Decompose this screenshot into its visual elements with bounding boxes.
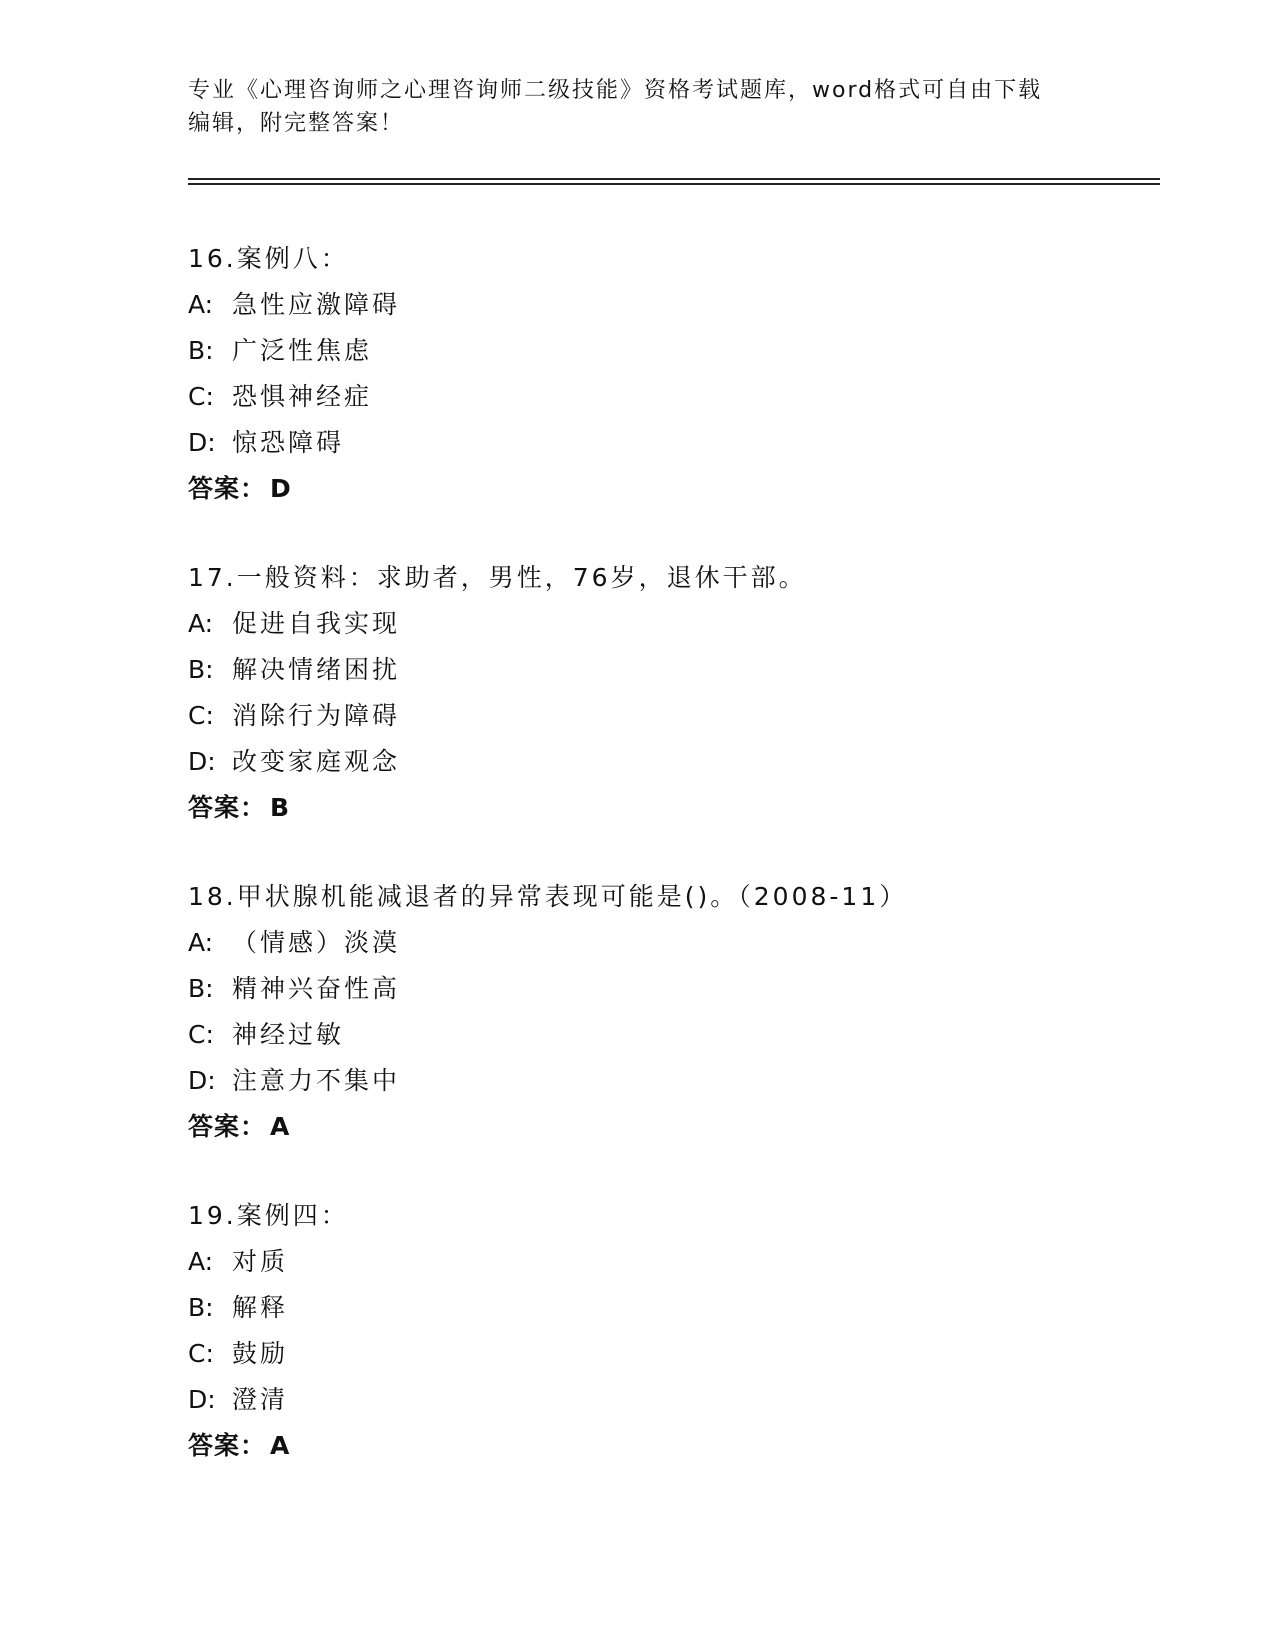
option-text: 改变家庭观念	[232, 747, 401, 776]
answer-line	[188, 1104, 1160, 1150]
option-text: 解决情绪困扰	[232, 655, 401, 684]
option-key: C:	[188, 1339, 214, 1368]
option-b	[188, 966, 1160, 1012]
option-a	[188, 282, 1160, 328]
option-key: B:	[188, 1293, 214, 1322]
answer-value: D	[270, 474, 292, 503]
option-text: 促进自我实现	[232, 609, 401, 638]
option-key: B:	[188, 974, 214, 1003]
option-d	[188, 739, 1160, 785]
option-text: 急性应激障碍	[232, 290, 401, 319]
option-d	[188, 1058, 1160, 1104]
document-header	[188, 74, 1088, 140]
option-b	[188, 328, 1160, 374]
option-b	[188, 647, 1160, 693]
question-18	[188, 874, 1160, 1150]
option-key: D:	[188, 747, 216, 776]
header-line-1: 专业《心理咨询师之心理咨询师二级技能》资格考试题库，word格式可自由下载	[188, 78, 1043, 103]
question-title: 18.甲状腺机能减退者的异常表现可能是()。（2008-11）	[188, 882, 908, 911]
answer-line	[188, 785, 1160, 831]
option-key: D:	[188, 1385, 216, 1414]
option-text: 惊恐障碍	[232, 428, 345, 457]
question-17	[188, 555, 1160, 831]
answer-value: B	[270, 793, 291, 822]
option-text: 精神兴奋性高	[232, 974, 401, 1003]
question-list	[188, 236, 1160, 1512]
option-key: D:	[188, 1066, 216, 1095]
answer-label: 答案：	[188, 1112, 267, 1141]
option-text: 澄清	[232, 1385, 289, 1414]
option-key: A:	[188, 928, 214, 957]
option-c	[188, 1012, 1160, 1058]
option-c	[188, 374, 1160, 420]
question-title: 19.案例四：	[188, 1201, 349, 1230]
option-a	[188, 920, 1160, 966]
answer-label: 答案：	[188, 1431, 267, 1460]
option-c	[188, 1331, 1160, 1377]
option-text: （情感）淡漠	[232, 928, 401, 957]
option-text: 神经过敏	[232, 1020, 345, 1049]
option-d	[188, 1377, 1160, 1423]
answer-line	[188, 1423, 1160, 1469]
header-divider-bottom	[188, 183, 1160, 185]
option-text: 鼓励	[232, 1339, 289, 1368]
option-key: A:	[188, 609, 214, 638]
answer-value: A	[270, 1112, 291, 1141]
question-title: 17.一般资料：求助者，男性，76岁，退休干部。	[188, 563, 807, 592]
question-19	[188, 1193, 1160, 1469]
option-d	[188, 420, 1160, 466]
header-divider-top	[188, 178, 1160, 180]
answer-value: A	[270, 1431, 291, 1460]
option-a	[188, 601, 1160, 647]
option-key: B:	[188, 336, 214, 365]
answer-label: 答案：	[188, 474, 267, 503]
option-text: 消除行为障碍	[232, 701, 401, 730]
option-key: C:	[188, 1020, 214, 1049]
option-a	[188, 1239, 1160, 1285]
option-b	[188, 1285, 1160, 1331]
option-text: 注意力不集中	[232, 1066, 401, 1095]
option-key: C:	[188, 382, 214, 411]
option-key: B:	[188, 655, 214, 684]
option-key: C:	[188, 701, 214, 730]
header-line-2: 编辑，附完整答案！	[188, 111, 405, 136]
answer-label: 答案：	[188, 793, 267, 822]
option-key: D:	[188, 428, 216, 457]
option-text: 恐惧神经症	[232, 382, 373, 411]
answer-line	[188, 466, 1160, 512]
option-key: A:	[188, 290, 214, 319]
option-key: A:	[188, 1247, 214, 1276]
option-text: 解释	[232, 1293, 289, 1322]
option-text: 广泛性焦虑	[232, 336, 373, 365]
option-c	[188, 693, 1160, 739]
question-16	[188, 236, 1160, 512]
option-text: 对质	[232, 1247, 289, 1276]
question-title: 16.案例八：	[188, 244, 349, 273]
